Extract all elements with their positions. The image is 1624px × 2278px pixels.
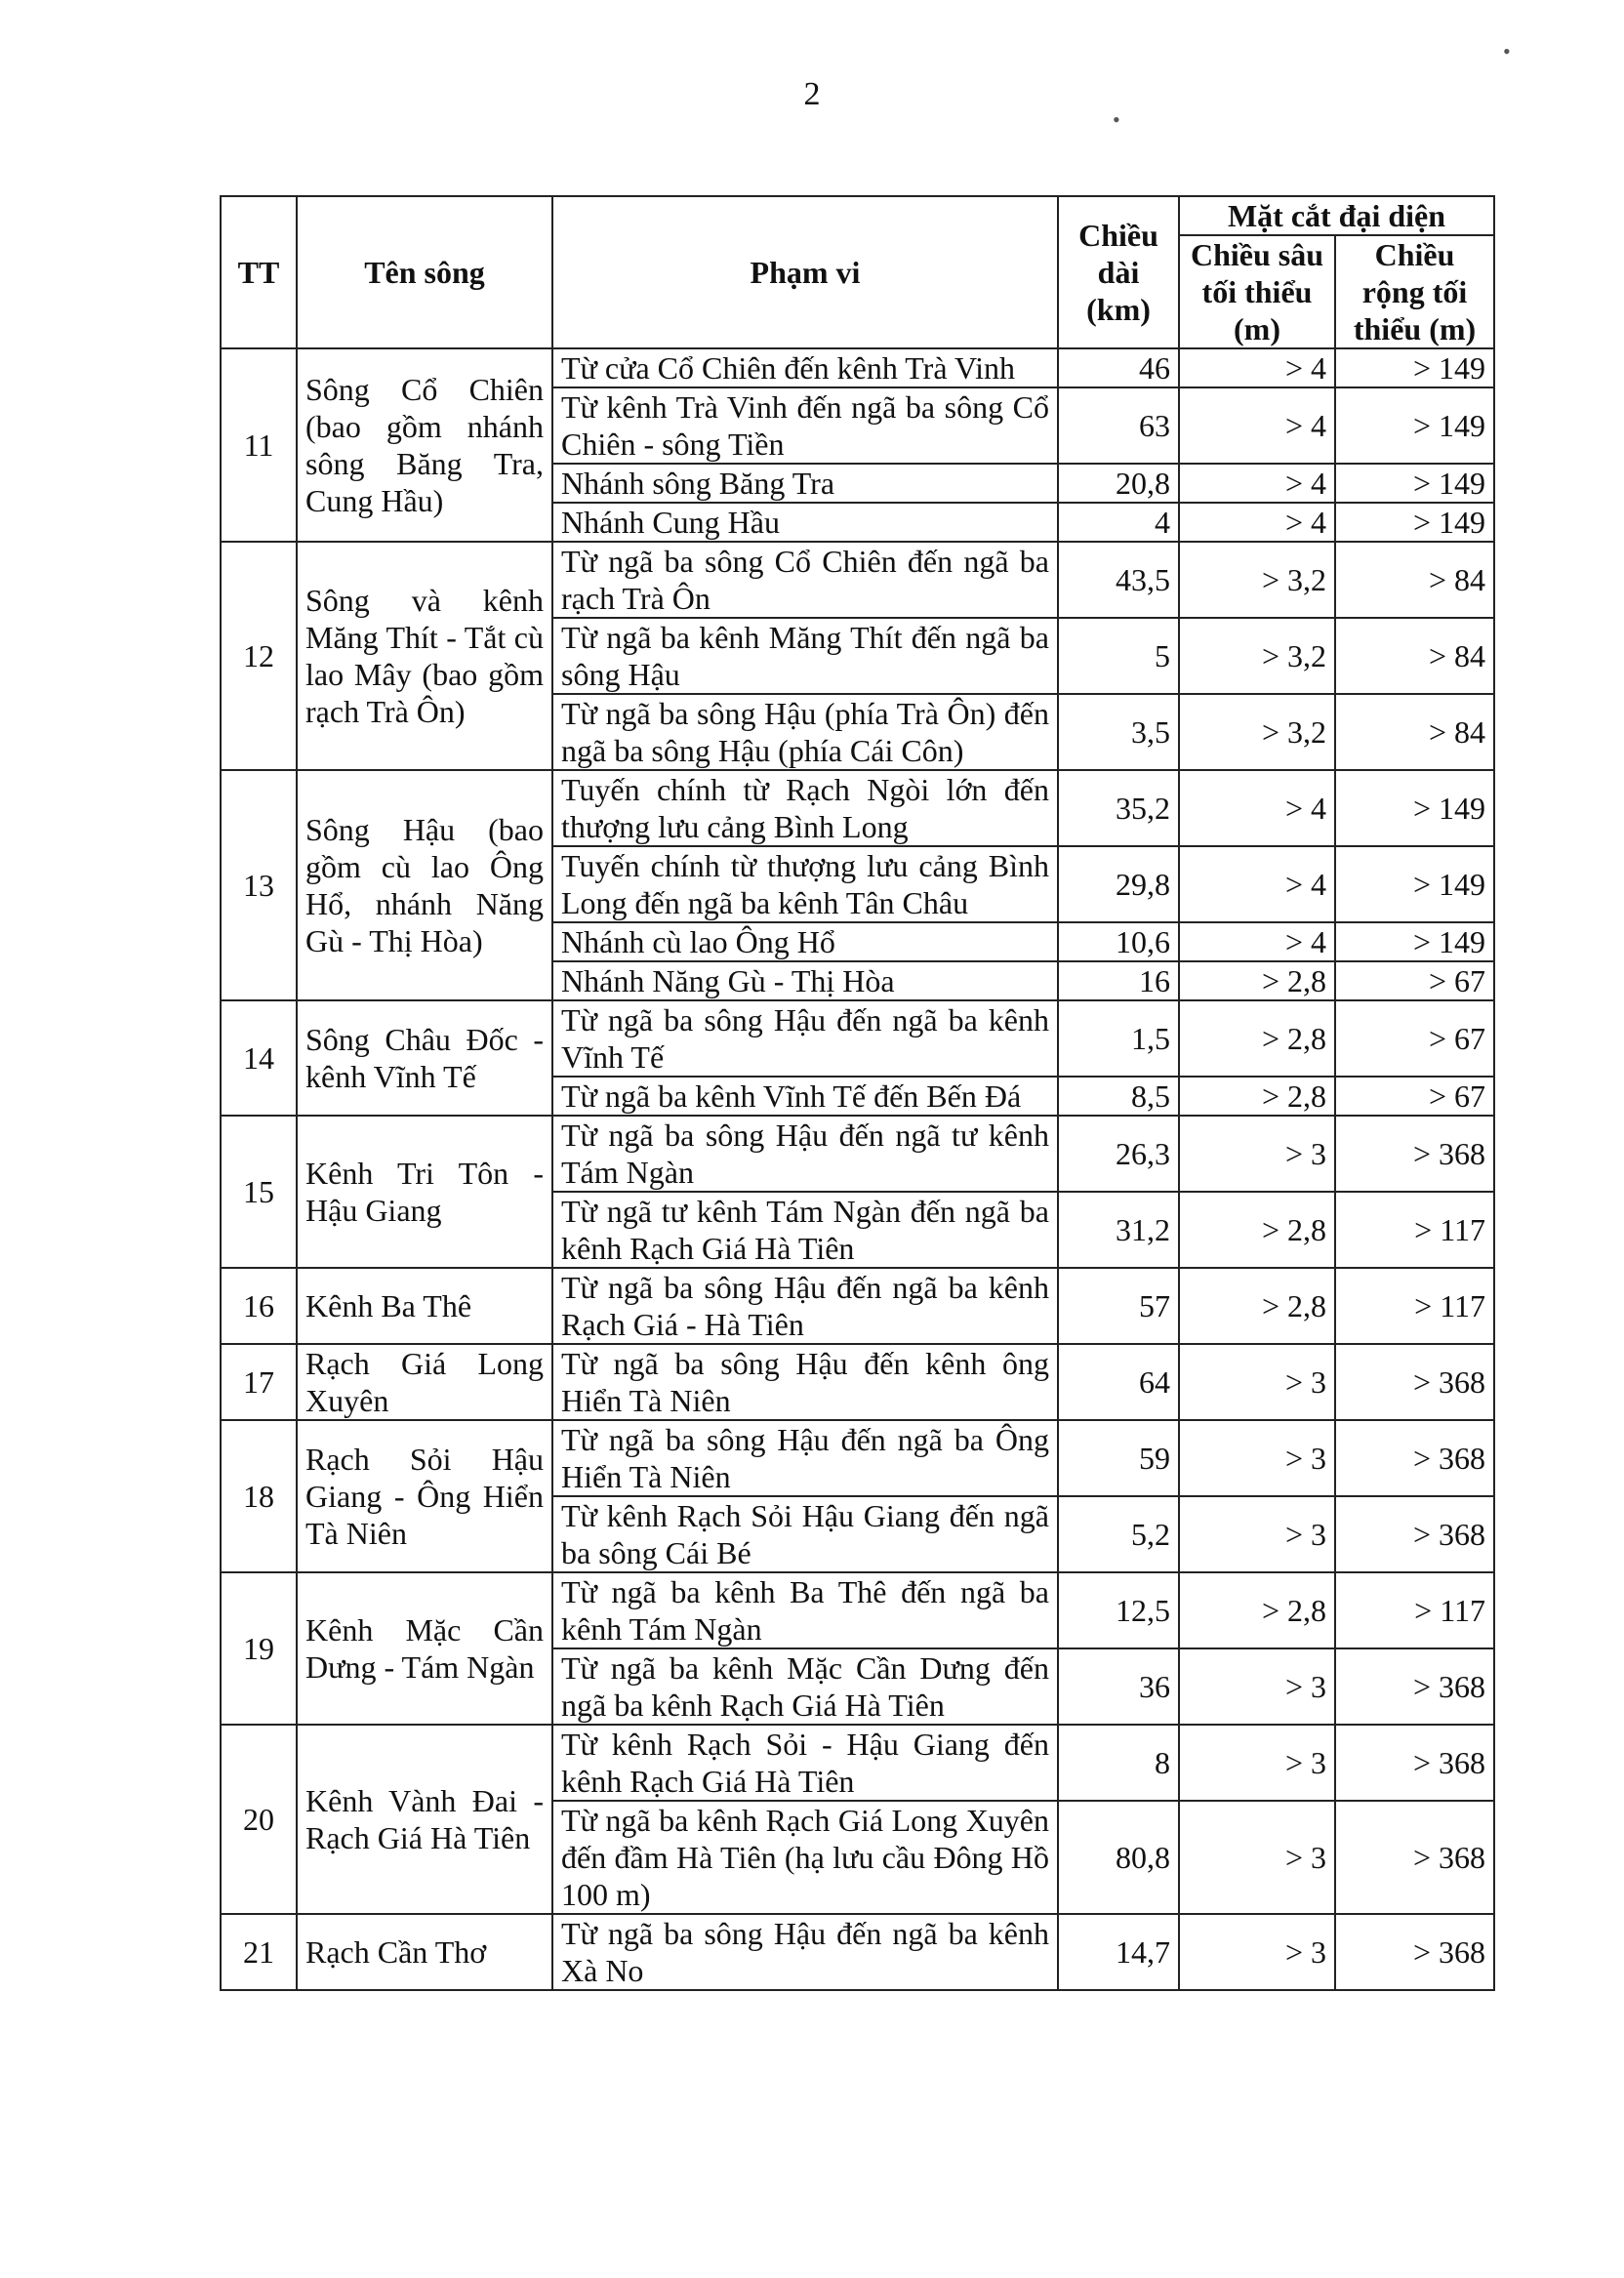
length-cell: 5 xyxy=(1058,618,1179,694)
river-name: Kênh Tri Tôn - Hậu Giang xyxy=(297,1116,552,1268)
width-cell: > 149 xyxy=(1335,464,1494,503)
river-name: Rạch Sỏi Hậu Giang - Ông Hiển Tà Niên xyxy=(297,1420,552,1572)
depth-cell: > 4 xyxy=(1179,846,1335,922)
depth-cell: > 4 xyxy=(1179,922,1335,961)
width-cell: > 84 xyxy=(1335,542,1494,618)
length-cell: 12,5 xyxy=(1058,1572,1179,1648)
scope-cell: Từ ngã ba sông Cổ Chiên đến ngã ba rạch Trà Ôn xyxy=(552,542,1058,618)
width-cell: > 84 xyxy=(1335,694,1494,770)
header-scope: Phạm vi xyxy=(552,196,1058,348)
width-cell: > 67 xyxy=(1335,1000,1494,1077)
row-tt: 19 xyxy=(221,1572,297,1725)
scope-cell: Từ ngã ba sông Hậu đến ngã ba kênh Rạch Giá - Hà Tiên xyxy=(552,1268,1058,1344)
scope-cell: Từ ngã ba kênh Mặc Cần Dưng đến ngã ba kênh Rạch Giá Hà Tiên xyxy=(552,1648,1058,1725)
table-row xyxy=(221,542,1494,618)
width-cell: > 368 xyxy=(1335,1725,1494,1801)
river-name: Kênh Ba Thê xyxy=(297,1268,552,1344)
row-tt: 14 xyxy=(221,1000,297,1116)
scan-speck: • xyxy=(1113,107,1120,132)
scope-cell: Tuyến chính từ Rạch Ngòi lớn đến thượng lưu cảng Bình Long xyxy=(552,770,1058,846)
scope-cell: Từ cửa Cổ Chiên đến kênh Trà Vinh xyxy=(552,348,1058,387)
length-cell: 64 xyxy=(1058,1344,1179,1420)
length-cell: 10,6 xyxy=(1058,922,1179,961)
scope-cell: Từ ngã ba sông Hậu đến kênh ông Hiển Tà Niên xyxy=(552,1344,1058,1420)
length-cell: 5,2 xyxy=(1058,1496,1179,1572)
river-name: Rạch Cần Thơ xyxy=(297,1914,552,1990)
width-cell: > 67 xyxy=(1335,1077,1494,1116)
width-cell: > 368 xyxy=(1335,1116,1494,1192)
depth-cell: > 3,2 xyxy=(1179,542,1335,618)
length-cell: 46 xyxy=(1058,348,1179,387)
table-row xyxy=(221,1572,1494,1648)
depth-cell: > 3 xyxy=(1179,1344,1335,1420)
depth-cell: > 3,2 xyxy=(1179,618,1335,694)
row-tt: 11 xyxy=(221,348,297,542)
scope-cell: Từ ngã ba kênh Rạch Giá Long Xuyên đến đầm Hà Tiên (hạ lưu cầu Đông Hồ 100 m) xyxy=(552,1801,1058,1914)
header-length: Chiều dài (km) xyxy=(1058,196,1179,348)
header-tt: TT xyxy=(221,196,297,348)
table-row xyxy=(221,348,1494,387)
length-cell: 26,3 xyxy=(1058,1116,1179,1192)
table-row xyxy=(221,1116,1494,1192)
length-cell: 63 xyxy=(1058,387,1179,464)
width-cell: > 368 xyxy=(1335,1914,1494,1990)
scope-cell: Từ ngã ba sông Hậu đến ngã ba Ông Hiển Tà Niên xyxy=(552,1420,1058,1496)
width-cell: > 368 xyxy=(1335,1344,1494,1420)
length-cell: 8 xyxy=(1058,1725,1179,1801)
river-table xyxy=(220,195,1495,1991)
depth-cell: > 3 xyxy=(1179,1801,1335,1914)
length-cell: 80,8 xyxy=(1058,1801,1179,1914)
row-tt: 12 xyxy=(221,542,297,770)
river-name: Rạch Giá Long Xuyên xyxy=(297,1344,552,1420)
scope-cell: Nhánh sông Băng Tra xyxy=(552,464,1058,503)
width-cell: > 149 xyxy=(1335,348,1494,387)
depth-cell: > 3 xyxy=(1179,1116,1335,1192)
table-row xyxy=(221,1420,1494,1496)
width-cell: > 117 xyxy=(1335,1192,1494,1268)
depth-cell: > 3,2 xyxy=(1179,694,1335,770)
length-cell: 16 xyxy=(1058,961,1179,1000)
depth-cell: > 2,8 xyxy=(1179,1000,1335,1077)
river-name: Sông Cổ Chiên (bao gồm nhánh sông Băng Tra, Cung Hầu) xyxy=(297,348,552,542)
header-depth: Chiều sâu tối thiểu (m) xyxy=(1179,235,1335,348)
river-name: Kênh Vành Đai - Rạch Giá Hà Tiên xyxy=(297,1725,552,1914)
length-cell: 59 xyxy=(1058,1420,1179,1496)
scope-cell: Nhánh cù lao Ông Hổ xyxy=(552,922,1058,961)
depth-cell: > 2,8 xyxy=(1179,1572,1335,1648)
length-cell: 14,7 xyxy=(1058,1914,1179,1990)
depth-cell: > 3 xyxy=(1179,1648,1335,1725)
river-name: Sông và kênh Măng Thít - Tắt cù lao Mây (bao gồm rạch Trà Ôn) xyxy=(297,542,552,770)
scope-cell: Từ ngã ba kênh Vĩnh Tế đến Bến Đá xyxy=(552,1077,1058,1116)
header-width: Chiều rộng tối thiểu (m) xyxy=(1335,235,1494,348)
scope-cell: Từ ngã ba sông Hậu đến ngã ba kênh Xà No xyxy=(552,1914,1058,1990)
depth-cell: > 2,8 xyxy=(1179,1268,1335,1344)
river-name: Kênh Mặc Cần Dưng - Tám Ngàn xyxy=(297,1572,552,1725)
scope-cell: Nhánh Năng Gù - Thị Hòa xyxy=(552,961,1058,1000)
table-body xyxy=(221,348,1494,1990)
row-tt: 17 xyxy=(221,1344,297,1420)
length-cell: 43,5 xyxy=(1058,542,1179,618)
width-cell: > 117 xyxy=(1335,1268,1494,1344)
length-cell: 29,8 xyxy=(1058,846,1179,922)
depth-cell: > 3 xyxy=(1179,1914,1335,1990)
scan-speck: • xyxy=(1503,39,1511,63)
width-cell: > 368 xyxy=(1335,1420,1494,1496)
depth-cell: > 3 xyxy=(1179,1420,1335,1496)
table-row xyxy=(221,1344,1494,1420)
table-row xyxy=(221,1268,1494,1344)
row-tt: 15 xyxy=(221,1116,297,1268)
depth-cell: > 4 xyxy=(1179,464,1335,503)
width-cell: > 368 xyxy=(1335,1648,1494,1725)
scope-cell: Từ kênh Rạch Sỏi - Hậu Giang đến kênh Rạch Giá Hà Tiên xyxy=(552,1725,1058,1801)
length-cell: 36 xyxy=(1058,1648,1179,1725)
length-cell: 8,5 xyxy=(1058,1077,1179,1116)
row-tt: 18 xyxy=(221,1420,297,1572)
length-cell: 4 xyxy=(1058,503,1179,542)
width-cell: > 368 xyxy=(1335,1496,1494,1572)
length-cell: 35,2 xyxy=(1058,770,1179,846)
scope-cell: Từ ngã ba kênh Ba Thê đến ngã ba kênh Tám Ngàn xyxy=(552,1572,1058,1648)
depth-cell: > 3 xyxy=(1179,1725,1335,1801)
depth-cell: > 2,8 xyxy=(1179,1192,1335,1268)
river-name: Sông Châu Đốc - kênh Vĩnh Tế xyxy=(297,1000,552,1116)
row-tt: 16 xyxy=(221,1268,297,1344)
depth-cell: > 4 xyxy=(1179,770,1335,846)
header-section-group: Mặt cắt đại diện xyxy=(1179,196,1494,235)
header-name: Tên sông xyxy=(297,196,552,348)
scope-cell: Từ ngã tư kênh Tám Ngàn đến ngã ba kênh Rạch Giá Hà Tiên xyxy=(552,1192,1058,1268)
scope-cell: Tuyến chính từ thượng lưu cảng Bình Long đến ngã ba kênh Tân Châu xyxy=(552,846,1058,922)
width-cell: > 149 xyxy=(1335,846,1494,922)
depth-cell: > 3 xyxy=(1179,1496,1335,1572)
scope-cell: Từ kênh Rạch Sỏi Hậu Giang đến ngã ba sông Cái Bé xyxy=(552,1496,1058,1572)
length-cell: 20,8 xyxy=(1058,464,1179,503)
depth-cell: > 4 xyxy=(1179,348,1335,387)
scope-cell: Từ kênh Trà Vinh đến ngã ba sông Cổ Chiên - sông Tiền xyxy=(552,387,1058,464)
table-row xyxy=(221,1000,1494,1077)
length-cell: 31,2 xyxy=(1058,1192,1179,1268)
depth-cell: > 2,8 xyxy=(1179,1077,1335,1116)
depth-cell: > 4 xyxy=(1179,503,1335,542)
length-cell: 1,5 xyxy=(1058,1000,1179,1077)
width-cell: > 149 xyxy=(1335,503,1494,542)
scope-cell: Từ ngã ba kênh Măng Thít đến ngã ba sông Hậu xyxy=(552,618,1058,694)
width-cell: > 149 xyxy=(1335,770,1494,846)
width-cell: > 84 xyxy=(1335,618,1494,694)
width-cell: > 149 xyxy=(1335,922,1494,961)
length-cell: 3,5 xyxy=(1058,694,1179,770)
page-number: 2 xyxy=(803,76,821,112)
scope-cell: Từ ngã ba sông Hậu đến ngã ba kênh Vĩnh Tế xyxy=(552,1000,1058,1077)
table-row xyxy=(221,1725,1494,1801)
width-cell: > 149 xyxy=(1335,387,1494,464)
width-cell: > 368 xyxy=(1335,1801,1494,1914)
depth-cell: > 2,8 xyxy=(1179,961,1335,1000)
row-tt: 13 xyxy=(221,770,297,1000)
width-cell: > 67 xyxy=(1335,961,1494,1000)
header-row xyxy=(221,196,1494,235)
length-cell: 57 xyxy=(1058,1268,1179,1344)
scope-cell: Từ ngã ba sông Hậu đến ngã tư kênh Tám Ngàn xyxy=(552,1116,1058,1192)
scope-cell: Nhánh Cung Hầu xyxy=(552,503,1058,542)
scope-cell: Từ ngã ba sông Hậu (phía Trà Ôn) đến ngã ba sông Hậu (phía Cái Côn) xyxy=(552,694,1058,770)
row-tt: 20 xyxy=(221,1725,297,1914)
river-name: Sông Hậu (bao gồm cù lao Ông Hổ, nhánh Năng Gù - Thị Hòa) xyxy=(297,770,552,1000)
row-tt: 21 xyxy=(221,1914,297,1990)
width-cell: > 117 xyxy=(1335,1572,1494,1648)
table-row xyxy=(221,770,1494,846)
table-row xyxy=(221,1914,1494,1990)
depth-cell: > 4 xyxy=(1179,387,1335,464)
